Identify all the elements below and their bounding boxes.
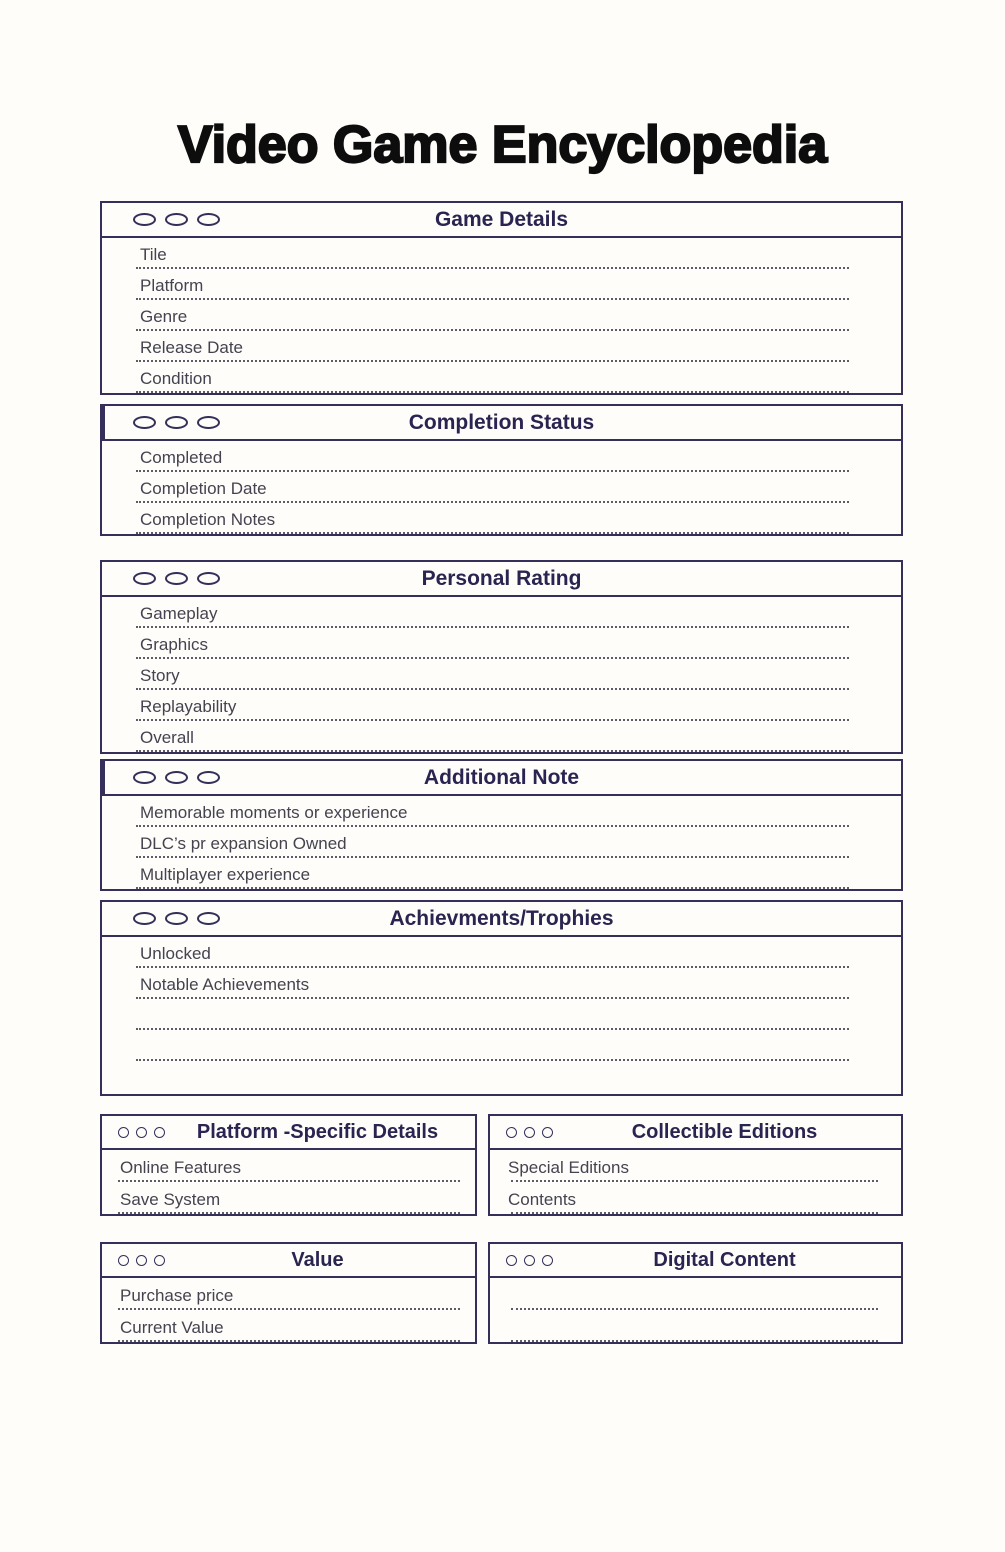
section-body bbox=[102, 238, 901, 393]
blank-row bbox=[490, 1278, 901, 1310]
field-row-genre bbox=[102, 300, 901, 331]
oval-dot-icon bbox=[133, 572, 156, 585]
fill-in-line[interactable] bbox=[136, 391, 849, 393]
section-header bbox=[102, 1244, 475, 1278]
three-oval-dots-icon bbox=[133, 203, 229, 236]
section-title-game-details: Game Details bbox=[434, 208, 569, 231]
oval-dot-icon bbox=[524, 1127, 535, 1138]
oval-dot-icon bbox=[506, 1255, 517, 1266]
section-header bbox=[490, 1116, 901, 1150]
field-row-save-system bbox=[102, 1182, 475, 1214]
panel-body bbox=[490, 1278, 901, 1342]
field-label: Platform bbox=[140, 276, 204, 295]
section-title-value: Value bbox=[291, 1249, 344, 1271]
blank-row bbox=[102, 999, 901, 1030]
field-label: Memorable moments or experience bbox=[140, 803, 408, 822]
field-label: Completed bbox=[140, 448, 223, 467]
oval-dot-icon bbox=[165, 912, 188, 925]
field-row-memorable-moments-or-experience bbox=[102, 796, 901, 827]
fill-in-line[interactable] bbox=[136, 887, 849, 889]
field-label: Special Editions bbox=[508, 1158, 629, 1177]
section-title-digital-content: Digital Content bbox=[653, 1249, 796, 1271]
field-row-current-value bbox=[102, 1310, 475, 1342]
fill-in-line[interactable] bbox=[118, 1340, 460, 1342]
three-oval-dots-icon bbox=[133, 902, 229, 935]
three-oval-dots-icon bbox=[118, 1244, 172, 1276]
panel-platform-specific-details bbox=[100, 1114, 477, 1216]
field-label: Current Value bbox=[120, 1318, 224, 1337]
blank-row bbox=[490, 1310, 901, 1342]
oval-dot-icon bbox=[197, 213, 220, 226]
panel-body bbox=[490, 1150, 901, 1214]
section-title-personal-rating: Personal Rating bbox=[421, 567, 582, 590]
oval-dot-icon bbox=[165, 771, 188, 784]
field-label: Multiplayer experience bbox=[140, 865, 311, 884]
section-header bbox=[490, 1244, 901, 1278]
field-row-overall bbox=[102, 721, 901, 752]
field-row-completion-date bbox=[102, 472, 901, 503]
blank-row bbox=[102, 1030, 901, 1061]
field-label: Gameplay bbox=[140, 604, 218, 623]
oval-dot-icon bbox=[118, 1127, 129, 1138]
oval-dot-icon bbox=[136, 1255, 147, 1266]
oval-dot-icon bbox=[133, 213, 156, 226]
field-row-online-features bbox=[102, 1150, 475, 1182]
panel-collectible-editions bbox=[488, 1114, 903, 1216]
oval-dot-icon bbox=[154, 1255, 165, 1266]
oval-dot-icon bbox=[197, 416, 220, 429]
oval-dot-icon bbox=[165, 416, 188, 429]
field-row-contents bbox=[490, 1182, 901, 1214]
three-oval-dots-icon bbox=[118, 1116, 172, 1148]
oval-dot-icon bbox=[197, 572, 220, 585]
field-label: Save System bbox=[120, 1190, 221, 1209]
field-label: Completion Notes bbox=[140, 510, 276, 529]
field-label: Condition bbox=[140, 369, 212, 388]
field-row-special-editions bbox=[490, 1150, 901, 1182]
field-row-completion-notes bbox=[102, 503, 901, 534]
form-sections bbox=[100, 201, 903, 1096]
section-title-collectible-editions: Collectible Editions bbox=[631, 1121, 818, 1143]
field-row-gameplay bbox=[102, 597, 901, 628]
field-row-notable-achievements bbox=[102, 968, 901, 999]
section-game-details bbox=[100, 201, 903, 395]
panel-row-1 bbox=[100, 1114, 903, 1216]
field-label: Overall bbox=[140, 728, 194, 747]
oval-dot-icon bbox=[165, 213, 188, 226]
field-label: Graphics bbox=[140, 635, 209, 654]
field-row-platform bbox=[102, 269, 901, 300]
field-row-release-date bbox=[102, 331, 901, 362]
field-row-purchase-price bbox=[102, 1278, 475, 1310]
field-label: Contents bbox=[508, 1190, 577, 1209]
panel-digital-content bbox=[488, 1242, 903, 1344]
field-label: Release Date bbox=[140, 338, 244, 357]
field-label: Tile bbox=[140, 245, 167, 264]
field-row-dlc-s-pr-expansion-owned bbox=[102, 827, 901, 858]
three-oval-dots-icon bbox=[506, 1116, 560, 1148]
panel-row-2 bbox=[100, 1242, 903, 1344]
section-achievments-trophies bbox=[100, 900, 903, 1096]
section-body bbox=[102, 937, 901, 1094]
section-title-additional-note: Additional Note bbox=[423, 766, 580, 789]
three-oval-dots-icon bbox=[506, 1244, 560, 1276]
fill-in-line[interactable] bbox=[136, 532, 849, 534]
section-body bbox=[102, 796, 901, 889]
page-title: Video Game Encyclopedia bbox=[177, 116, 828, 174]
section-additional-note bbox=[100, 759, 903, 891]
section-body bbox=[102, 597, 901, 752]
field-row-unlocked bbox=[102, 937, 901, 968]
oval-dot-icon bbox=[197, 912, 220, 925]
section-personal-rating bbox=[100, 560, 903, 754]
fill-in-line[interactable] bbox=[136, 1059, 849, 1061]
fill-in-line[interactable] bbox=[136, 750, 849, 752]
three-oval-dots-icon bbox=[133, 406, 229, 439]
field-label: Purchase price bbox=[120, 1286, 234, 1305]
section-header bbox=[102, 902, 901, 937]
fill-in-line[interactable] bbox=[511, 1212, 878, 1214]
oval-dot-icon bbox=[542, 1127, 553, 1138]
oval-dot-icon bbox=[154, 1127, 165, 1138]
field-row-condition bbox=[102, 362, 901, 393]
field-label: DLC’s pr expansion Owned bbox=[140, 834, 347, 853]
oval-dot-icon bbox=[542, 1255, 553, 1266]
panel-body bbox=[102, 1150, 475, 1214]
field-label: Completion Date bbox=[140, 479, 267, 498]
field-label: Story bbox=[140, 666, 180, 685]
panel-body bbox=[102, 1278, 475, 1342]
section-title-achievments-trophies: Achievments/Trophies bbox=[389, 907, 614, 930]
three-oval-dots-icon bbox=[133, 562, 229, 595]
section-header bbox=[102, 761, 901, 796]
field-row-story bbox=[102, 659, 901, 690]
section-title-platform-specific-details: Platform -Specific Details bbox=[196, 1121, 439, 1143]
section-header bbox=[102, 562, 901, 597]
field-row-multiplayer-experience bbox=[102, 858, 901, 889]
three-oval-dots-icon bbox=[133, 761, 229, 794]
section-header bbox=[102, 1116, 475, 1150]
panel-value bbox=[100, 1242, 477, 1344]
oval-dot-icon bbox=[118, 1255, 129, 1266]
section-header bbox=[102, 203, 901, 238]
oval-dot-icon bbox=[165, 572, 188, 585]
section-body bbox=[102, 441, 901, 534]
oval-dot-icon bbox=[506, 1127, 517, 1138]
field-row-graphics bbox=[102, 628, 901, 659]
oval-dot-icon bbox=[197, 771, 220, 784]
field-label: Unlocked bbox=[140, 944, 211, 963]
field-label: Replayability bbox=[140, 697, 237, 716]
section-title-completion-status: Completion Status bbox=[408, 411, 595, 434]
oval-dot-icon bbox=[133, 771, 156, 784]
field-label: Notable Achievements bbox=[140, 975, 310, 994]
field-row-completed bbox=[102, 441, 901, 472]
fill-in-line[interactable] bbox=[118, 1212, 460, 1214]
fill-in-line[interactable] bbox=[511, 1340, 878, 1342]
field-label: Online Features bbox=[120, 1158, 241, 1177]
field-label: Genre bbox=[140, 307, 188, 326]
oval-dot-icon bbox=[524, 1255, 535, 1266]
oval-dot-icon bbox=[133, 912, 156, 925]
oval-dot-icon bbox=[133, 416, 156, 429]
section-completion-status bbox=[100, 404, 903, 536]
field-row-tile bbox=[102, 238, 901, 269]
field-row-replayability bbox=[102, 690, 901, 721]
oval-dot-icon bbox=[136, 1127, 147, 1138]
section-header bbox=[102, 406, 901, 441]
